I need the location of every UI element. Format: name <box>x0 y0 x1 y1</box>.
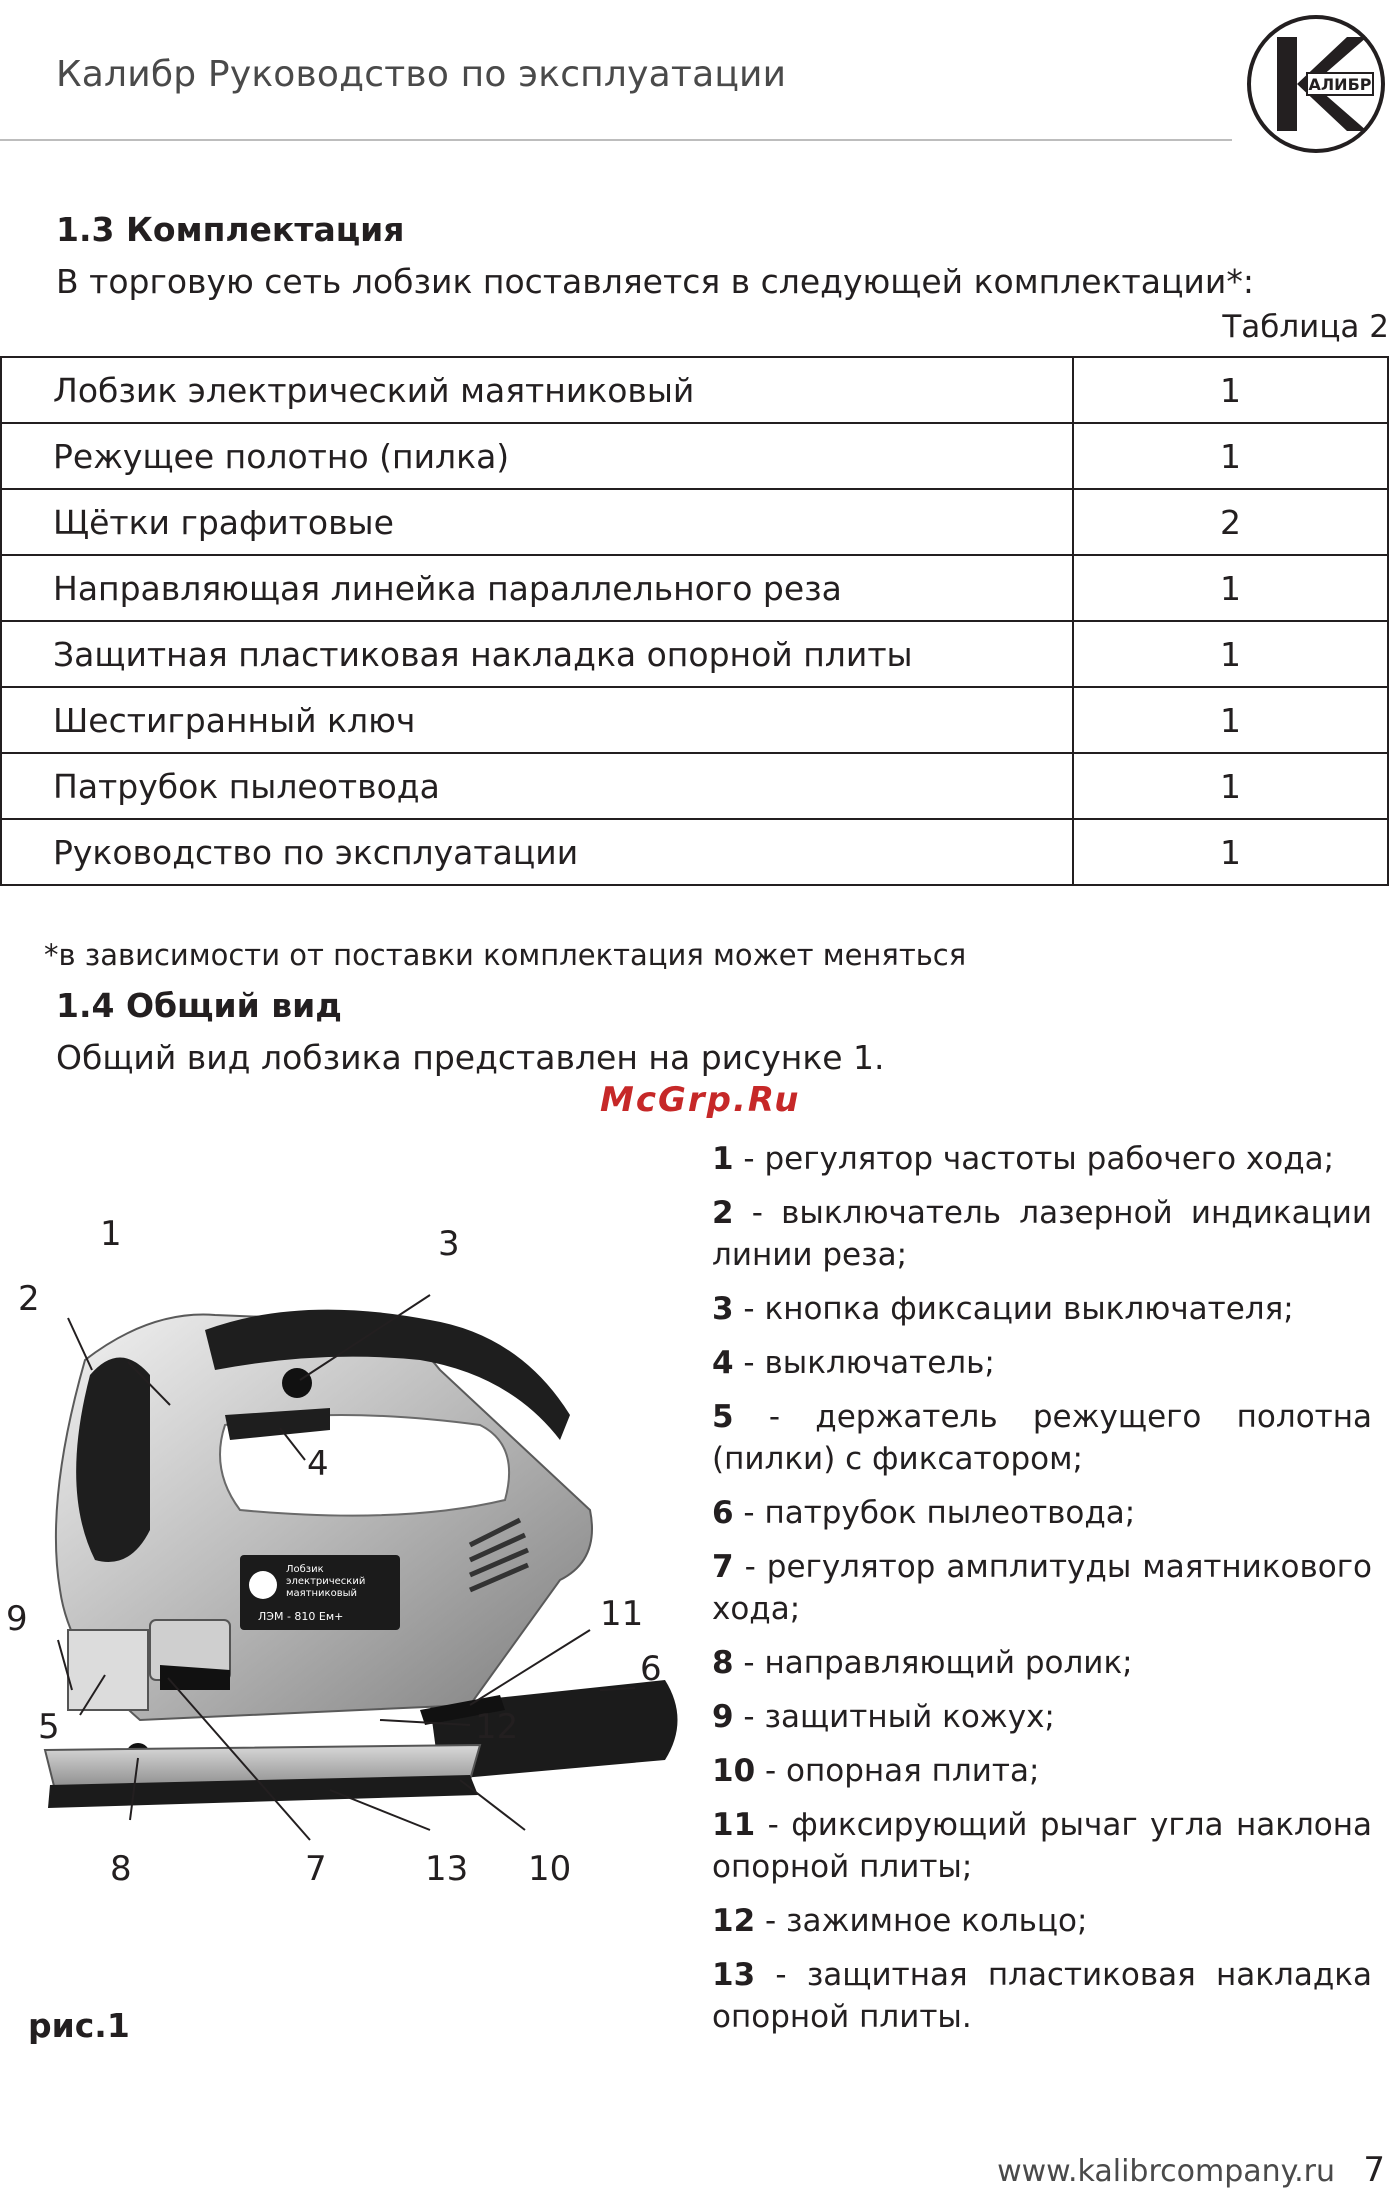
item-qty: 1 <box>1073 753 1388 819</box>
kalibr-logo <box>1247 15 1385 153</box>
legend-text: - фиксирующий рычаг угла наклона опорной плиты; <box>712 1807 1372 1885</box>
figure-caption: рис.1 <box>28 2006 130 2045</box>
legend-item <box>712 1900 1372 1942</box>
callout-13: 13 <box>425 1849 469 1889</box>
legend-num: 13 <box>712 1957 756 1993</box>
legend-item <box>712 1696 1372 1738</box>
legend-num: 3 <box>712 1291 734 1327</box>
item-name: Режущее полотно (пилка) <box>1 423 1073 489</box>
legend-item <box>712 1804 1372 1888</box>
table-row <box>1 555 1388 621</box>
legend-item <box>712 1192 1372 1276</box>
figure-legend <box>712 1138 1372 2050</box>
legend-num: 11 <box>712 1807 756 1843</box>
callout-11: 11 <box>600 1594 644 1634</box>
lock-button-shape <box>282 1368 312 1398</box>
callout-4: 4 <box>307 1444 329 1484</box>
legend-item <box>712 1750 1372 1792</box>
blade-guard-shape <box>68 1630 148 1710</box>
item-qty: 1 <box>1073 423 1388 489</box>
legend-num: 4 <box>712 1345 734 1381</box>
logo-text: АЛИБР <box>1308 75 1372 94</box>
legend-text: - кнопка фиксации выключателя; <box>733 1291 1294 1327</box>
legend-text: - регулятор частоты рабочего хода; <box>733 1141 1335 1177</box>
table-row <box>1 423 1388 489</box>
legend-text: - защитный кожух; <box>733 1699 1055 1735</box>
legend-item <box>712 1642 1372 1684</box>
item-name: Руководство по эксплуатации <box>1 819 1073 885</box>
legend-text: - регулятор амплитуды маятникового хода; <box>712 1549 1372 1627</box>
rear-grip-shape <box>76 1358 150 1563</box>
legend-num: 5 <box>712 1399 734 1435</box>
legend-item <box>712 1492 1372 1534</box>
table-row <box>1 621 1388 687</box>
callout-3: 3 <box>438 1224 460 1264</box>
item-qty: 1 <box>1073 621 1388 687</box>
callout-9: 9 <box>6 1599 28 1639</box>
label-plate-line-3: маятниковый <box>286 1588 357 1599</box>
legend-item <box>712 1546 1372 1630</box>
item-name: Направляющая линейка параллельного реза <box>1 555 1073 621</box>
section-title-1-4: 1.4 Общий вид <box>56 986 342 1025</box>
legend-item <box>712 1342 1372 1384</box>
header-divider <box>0 139 1232 141</box>
table-row <box>1 753 1388 819</box>
item-name: Защитная пластиковая накладка опорной плиты <box>1 621 1073 687</box>
legend-item <box>712 1954 1372 2038</box>
section-intro-1-4: Общий вид лобзика представлен на рисунке 1. <box>56 1038 885 1077</box>
header-title: Калибр Руководство по эксплуатации <box>56 54 787 95</box>
item-name: Щётки графитовые <box>1 489 1073 555</box>
legend-item <box>712 1396 1372 1480</box>
legend-text: - выключатель лазерной индикации линии реза; <box>712 1195 1372 1273</box>
legend-item <box>712 1138 1372 1180</box>
label-plate-line-1: Лобзик <box>286 1564 324 1575</box>
footer-url[interactable]: www.kalibrcompany.ru <box>997 2154 1335 2189</box>
callout-6: 6 <box>640 1649 662 1689</box>
table-row <box>1 687 1388 753</box>
legend-text: - защитная пластиковая накладка опорной плиты. <box>712 1957 1372 2035</box>
table-caption: Таблица 2 <box>1222 309 1389 345</box>
legend-text: - зажимное кольцо; <box>755 1903 1088 1939</box>
item-qty: 1 <box>1073 687 1388 753</box>
callout-2: 2 <box>18 1279 40 1319</box>
legend-text: - патрубок пылеотвода; <box>733 1495 1136 1531</box>
callout-5: 5 <box>38 1707 60 1747</box>
legend-num: 8 <box>712 1645 734 1681</box>
label-plate-line-4: ЛЭМ - 810 Ем+ <box>258 1610 344 1623</box>
item-qty: 1 <box>1073 819 1388 885</box>
jigsaw-figure <box>0 1200 700 1920</box>
kit-table <box>0 356 1389 886</box>
legend-num: 6 <box>712 1495 734 1531</box>
watermark: McGrp.Ru <box>600 1080 801 1120</box>
legend-text: - опорная плита; <box>755 1753 1040 1789</box>
page-number: 7 <box>1363 2150 1385 2190</box>
footnote: *в зависимости от поставки комплектация может меняться <box>44 938 967 972</box>
legend-text: - направляющий ролик; <box>733 1645 1133 1681</box>
item-qty: 2 <box>1073 489 1388 555</box>
callout-1: 1 <box>100 1214 122 1254</box>
section-intro-1-3: В торговую сеть лобзик поставляется в следующей комплектации*: <box>56 262 1254 301</box>
label-plate-line-2: электрический <box>286 1576 366 1587</box>
item-name: Шестигранный ключ <box>1 687 1073 753</box>
item-name: Патрубок пылеотвода <box>1 753 1073 819</box>
callout-8: 8 <box>110 1849 132 1889</box>
legend-num: 10 <box>712 1753 756 1789</box>
item-name: Лобзик электрический маятниковый <box>1 357 1073 423</box>
table-row <box>1 819 1388 885</box>
table-row <box>1 357 1388 423</box>
item-qty: 1 <box>1073 555 1388 621</box>
table-row <box>1 489 1388 555</box>
legend-item <box>712 1288 1372 1330</box>
legend-num: 7 <box>712 1549 734 1585</box>
legend-text: - держатель режущего полотна (пилки) с фиксатором; <box>712 1399 1372 1477</box>
callout-10: 10 <box>528 1849 572 1889</box>
item-qty: 1 <box>1073 357 1388 423</box>
legend-num: 1 <box>712 1141 734 1177</box>
section-title-1-3: 1.3 Комплектация <box>56 210 405 249</box>
legend-num: 12 <box>712 1903 756 1939</box>
legend-num: 2 <box>712 1195 734 1231</box>
legend-num: 9 <box>712 1699 734 1735</box>
callout-7: 7 <box>305 1849 327 1889</box>
legend-text: - выключатель; <box>733 1345 995 1381</box>
callout-12: 12 <box>475 1707 519 1747</box>
